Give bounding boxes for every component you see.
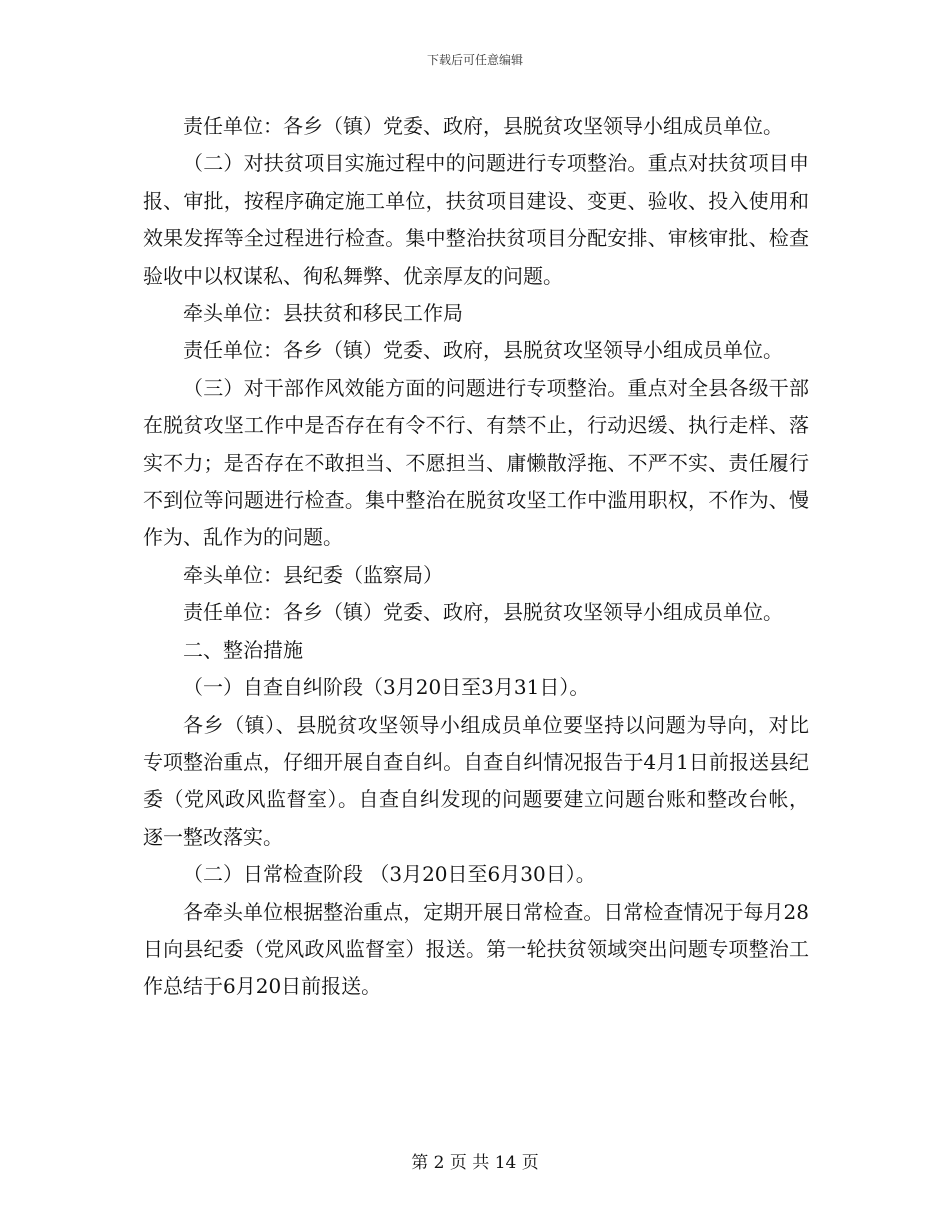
heading-self-inspection-stage: （一）自查自纠阶段（3月20日至3月31日）。 — [183, 675, 590, 700]
paragraph-responsible-units-1: 责任单位：各乡（镇）党委、政府，县脱贫攻坚领导小组成员单位。 — [183, 114, 783, 138]
paragraph-lead-unit-poverty-bureau: 牵头单位：县扶贫和移民工作局 — [183, 301, 463, 326]
page-header: 下载后可任意编辑 — [426, 53, 523, 67]
paragraph-daily-inspection-details: 各牵头单位根据整治重点，定期开展日常检查。日常检查情况于每月28日向县纪委（党风政风监督室）报送。第一轮扶贫领域突出问题专项整治工作总结于6月20日前报送。 — [143, 899, 809, 999]
paragraph-responsible-units-2: 责任单位：各乡（镇）党委、政府，县脱贫攻坚领导小组成员单位。 — [183, 338, 783, 363]
paragraph-responsible-units-3: 责任单位：各乡（镇）党委、政府，县脱贫攻坚领导小组成员单位。 — [183, 600, 783, 625]
document-body — [143, 108, 809, 1006]
paragraph-section-2-project-rectification: （二）对扶贫项目实施过程中的问题进行专项整治。重点对扶贫项目申报、审批，按程序确定施工单位，扶贫项目建设、变更、验收、投入使用和效果发挥等全过程进行检查。集中整治扶贫项目分配安排、审核审批、检查验收中以权谋私、徇私舞弊、优亲厚友的问题。 — [143, 151, 809, 288]
paragraph-lead-unit-discipline-committee: 牵头单位：县纪委（监察局） — [183, 562, 443, 587]
paragraph-section-3-cadre-work-style: （三）对干部作风效能方面的问题进行专项整治。重点对全县各级干部在脱贫攻坚工作中是否存在有令不行、有禁不止，行动迟缓、执行走样、落实不力；是否存在不敢担当、不愿担当、庸懒散浮拖、不严不实、责任履行不到位等问题进行检查。集中整治在脱贫攻坚工作中滥用职权，不作为、慢作为、乱作为的问题。 — [143, 375, 809, 550]
page-footer-page-number: 第 2 页 共 14 页 — [411, 1153, 539, 1173]
paragraph-self-inspection-details: 各乡（镇）、县脱贫攻坚领导小组成员单位要坚持以问题为导向，对比专项整治重点，仔细开展自查自纠。自查自纠情况报告于4月1日前报送县纪委（党风政风监督室）。自查自纠发现的问题要建立问题台账和整改台帐，逐一整改落实。 — [143, 712, 809, 849]
heading-rectification-measures: 二、整治措施 — [183, 637, 303, 662]
heading-daily-inspection-stage: （二）日常检查阶段 （3月20日至6月30日）。 — [183, 862, 596, 887]
